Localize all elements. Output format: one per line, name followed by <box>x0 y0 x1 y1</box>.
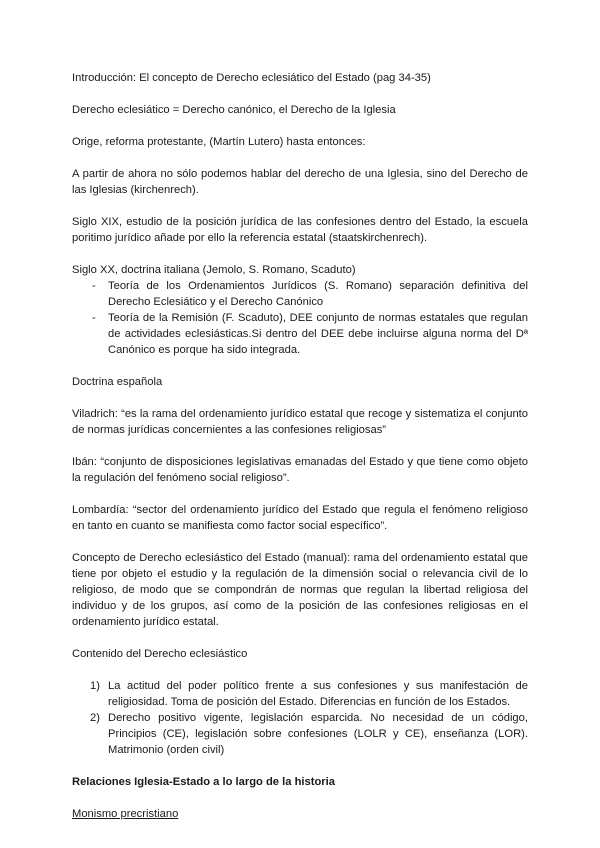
concepto-paragraph: Concepto de Derecho eclesiástico del Estado (manual): rama del ordenamiento estatal que tiene por objeto el estudio y la regulación de la dimensión social o relevancia civil de lo religioso, de modo que se compondrán de normas que regulan la libertad religiosa del individuo y de los grupos, así como de la posición de las confesiones religiosas en el ordenamiento jurídico estatal. <box>72 552 528 628</box>
contenido-list <box>72 678 528 758</box>
origin-line: Orige, reforma protestante, (Martín Lutero) hasta entonces: <box>72 136 366 148</box>
siglo-xx-list <box>72 278 528 358</box>
iban-paragraph: Ibán: “conjunto de disposiciones legislativas emanadas del Estado y que tiene como objeto la regulación del fenómeno social religioso”. <box>72 456 528 484</box>
list-number: 1) <box>90 680 100 692</box>
list-text: La actitud del poder político frente a sus confesiones y sus manifestación de religiosidad. Toma de posición del Estado. Diferencias en función de los Estados. <box>108 680 528 708</box>
partir-paragraph: A partir de ahora no sólo podemos hablar del derecho de una Iglesia, sino del Derecho de las Iglesias (kirchenrech). <box>72 168 528 196</box>
intro-line: Introducción: El concepto de Derecho eclesiático del Estado (pag 34-35) <box>72 72 431 84</box>
list-item: - Teoría de la Remisión (F. Scaduto), DEE conjunto de normas estatales que regulan de actividades eclesiásticas.Si dentro del DEE debe incluirse alguna norma del Dª Canónico es porque ha sido integrada. <box>72 310 528 358</box>
list-item <box>72 678 528 710</box>
definition-line: Derecho eclesiático = Derecho canónico, el Derecho de la Iglesia <box>72 104 396 116</box>
siglo-xx-line: Siglo XX, doctrina italiana (Jemolo, S. Romano, Scaduto) <box>72 264 356 276</box>
list-text: Derecho positivo vigente, legislación esparcida. No necesidad de un código, Principios (CE), legislación sobre confesiones (LOLR y CE), enseñanza (LOR). Matrimonio (orden civil) <box>108 712 528 756</box>
list-number: 2) <box>90 712 100 724</box>
doctrina-heading: Doctrina española <box>72 376 163 388</box>
relaciones-heading: Relaciones Iglesia-Estado a lo largo de la historia <box>72 776 335 788</box>
list-item <box>72 710 528 758</box>
viladrich-paragraph: Viladrich: “es la rama del ordenamiento jurídico estatal que recoge y sistematiza el conjunto de normas jurídicas concernientes a las confesiones religiosas” <box>72 408 528 436</box>
contenido-heading: Contenido del Derecho eclesiástico <box>72 648 248 660</box>
document-body <box>72 70 528 822</box>
lombardia-paragraph: Lombardía: “sector del ordenamiento jurídico del Estado que regula el fenómeno religioso en tanto en cuanto se manifiesta como factor social específico”. <box>72 504 528 532</box>
siglo-xix-paragraph: Siglo XIX, estudio de la posición jurídica de las confesiones dentro del Estado, la escuela poritimo jurídico añade por ello la referencia estatal (staatskirchenrech). <box>72 216 528 244</box>
list-item: - Teoría de los Ordenamientos Jurídicos (S. Romano) separación definitiva del Derecho Eclesiático y el Derecho Canónico <box>72 278 528 310</box>
monismo-heading: Monismo precristiano <box>72 808 179 820</box>
